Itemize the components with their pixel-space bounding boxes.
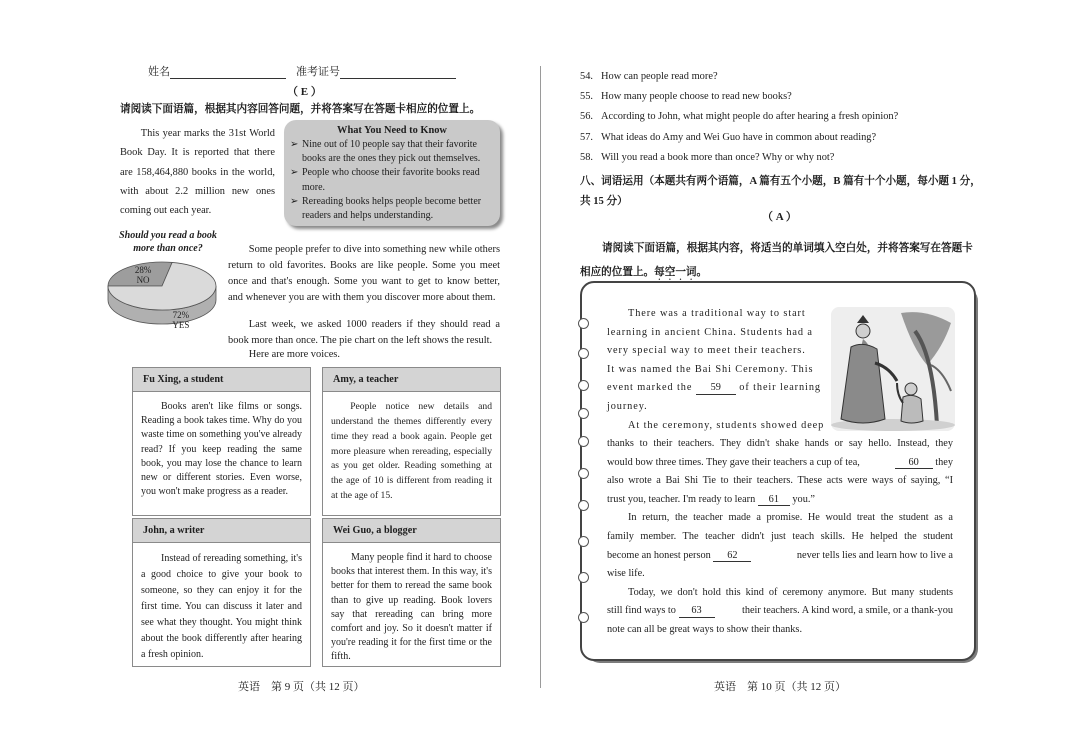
question-item: 54. How can people read more? [580, 71, 718, 82]
blank-59[interactable]: 59 [696, 382, 736, 394]
pie-chart-title: Should you read a book more than once? [119, 230, 217, 254]
ring-icon [578, 436, 589, 447]
page-divider [540, 66, 541, 688]
section-a-label: （ A ） [762, 211, 797, 223]
know-item: ➢ People who choose their favorite books read more. [290, 166, 494, 194]
body-paragraph-2: Last week, we asked 1000 readers if they should read a book more than once. The pie chart on the left shows the result. [228, 319, 500, 347]
body-paragraph-3: Here are more voices. [248, 349, 340, 360]
teacher-student-illustration [831, 307, 955, 431]
arrow-bullet-icon: ➢ [290, 139, 299, 150]
ring-icon [578, 318, 589, 329]
ring-icon [578, 380, 589, 391]
pie-label-category: YES [172, 320, 190, 331]
page-footer-left: 英语 第 9 页（共 12 页） [238, 681, 365, 693]
blank-60[interactable]: 60 [895, 457, 933, 469]
blank-62[interactable]: 62 [713, 550, 751, 562]
body-paragraph-1: Some people prefer to dive into something new while others return to old favorites. Books are like people. Some you meet once and that's enough. Some you want to get to know better, and whenever you are with them you discover more about them. [228, 244, 500, 304]
exam-number-label: 准考证号 [296, 64, 456, 81]
arrow-bullet-icon: ➢ [290, 195, 299, 207]
blank-63[interactable]: 63 [679, 605, 715, 617]
ring-icon [578, 408, 589, 419]
question-item: 57. What ideas do Amy and Wei Guo have in common about reading? [580, 131, 877, 143]
arrow-bullet-icon: ➢ [290, 167, 299, 179]
pie-label-category: NO [136, 274, 150, 285]
voice-box-fu-xing [132, 367, 311, 516]
voice-text: Instead of rereading something, it's a good choice to give your book to someone, so they can enjoy it for the first time. You can discuss it later and see what they thought. You might think about the book differently after hearing a fresh opinion. [141, 553, 302, 660]
question-list [580, 67, 898, 168]
reading-instruction: 请阅读下面语篇，根据其内容回答问题，并将答案写在答题卡相应的位置上。 [120, 104, 481, 115]
question-item: 55. How many people choose to read new books? [580, 91, 792, 103]
voice-box-wei-guo [322, 518, 501, 667]
section-label: （ E ） [287, 86, 322, 98]
know-box-title: What You Need to Know [337, 125, 447, 136]
ring-icon [578, 500, 589, 511]
voice-name: John, a writer [133, 519, 310, 543]
page-footer-right: 英语 第 10 页（共 12 页） [714, 681, 846, 693]
voice-name: Fu Xing, a student [133, 368, 310, 392]
voice-box-amy [322, 367, 501, 516]
voice-box-john [132, 518, 311, 667]
ring-icon [578, 468, 589, 479]
know-box [284, 120, 500, 226]
voice-text: People notice new details and understand the themes differently every time they read a book again. People get more pleasure when rereading, especially as you get older. Reading something at the age of 10 is different from reading it at the age of 15. [331, 401, 492, 502]
know-item: ➢ Rereading books helps people become better readers and helps understanding. [290, 195, 494, 223]
pie-label-percent: 72% [172, 310, 190, 321]
blank-61[interactable]: 61 [758, 494, 790, 506]
ring-icon [578, 612, 589, 623]
name-field-label: 姓名 [148, 64, 286, 81]
question-item: 56. According to John, what might people do after hearing a fresh opinion? [580, 111, 899, 123]
cloze-passage-top: There was a traditional way to start learning in ancient China. Students had a very special way to meet their teachers. It was named the Bai Shi Ceremony. This event marked the 59 of their learning journey. At the ceremony, students showed deep [607, 308, 825, 431]
intro-paragraph: This year marks the 31st World Book Day. It is reported that there are 158,464,880 books in the world, with about 2.2 million new ones coming out each year. [120, 128, 275, 216]
voice-text: Books aren't like films or songs. Reading a book takes time. Why do you waste time on something you've already read? If you keep reading the same book, you may lose the chance to learn new or different stories. Even worse, you won't make progress as a reader. [141, 401, 302, 498]
part-eight-heading: 八、词语运用（本题共有两个语篇，A 篇有五个小题，B 篇有十个小题，每小题 1 分， 共 15 分） [580, 176, 981, 208]
fill-instruction: 请阅读下面语篇，根据其内容，将适当的单词填入空白处，并将答案写在答题卡 相应的位置上。每空一词。 [580, 243, 973, 279]
know-item: ➢ Nine out of 10 people say that their favorite books are the ones they pick out themselves. [290, 138, 494, 166]
voice-text: Many people find it hard to choose books that interest them. In this way, it's better for them to reread the same book than to give up reading. Book lovers say that rereading can bring more comfort and joy. So it doesn't matter if you're reading it for the first time or the fifth. [331, 552, 492, 663]
voice-name: Amy, a teacher [323, 368, 500, 392]
emphasis-text: 每空一词 [654, 267, 697, 279]
pie-label-percent: 28% [134, 264, 152, 275]
ring-icon [578, 348, 589, 359]
cloze-passage-body: thanks to their teachers. They didn't shake hands or say hello. Instead, they would bow three times. They gave their teachers a cup of tea, 60 they also wrote a Bai Shi Tie to their teachers. These acts were ways of saying, “I trust you, teacher. I'm ready to learn 61 you.” In return, the teacher made a promise. He would treat the student as a family member. The teacher didn't just teach skills. He helped the student become an honest person 62 never tells lies and learn how to live a wise life. Today, we don't hold this kind of ceremony anymore. But many students still find ways to 63 their teachers. A kind word, a smile, or a thank-you note can all be great ways to show their thanks. [607, 438, 953, 635]
pie-chart [104, 256, 226, 338]
ring-icon [578, 572, 589, 583]
voice-name: Wei Guo, a blogger [323, 519, 500, 543]
question-item: 58. Will you read a book more than once? Why or why not? [580, 151, 835, 163]
ring-icon [578, 536, 589, 547]
